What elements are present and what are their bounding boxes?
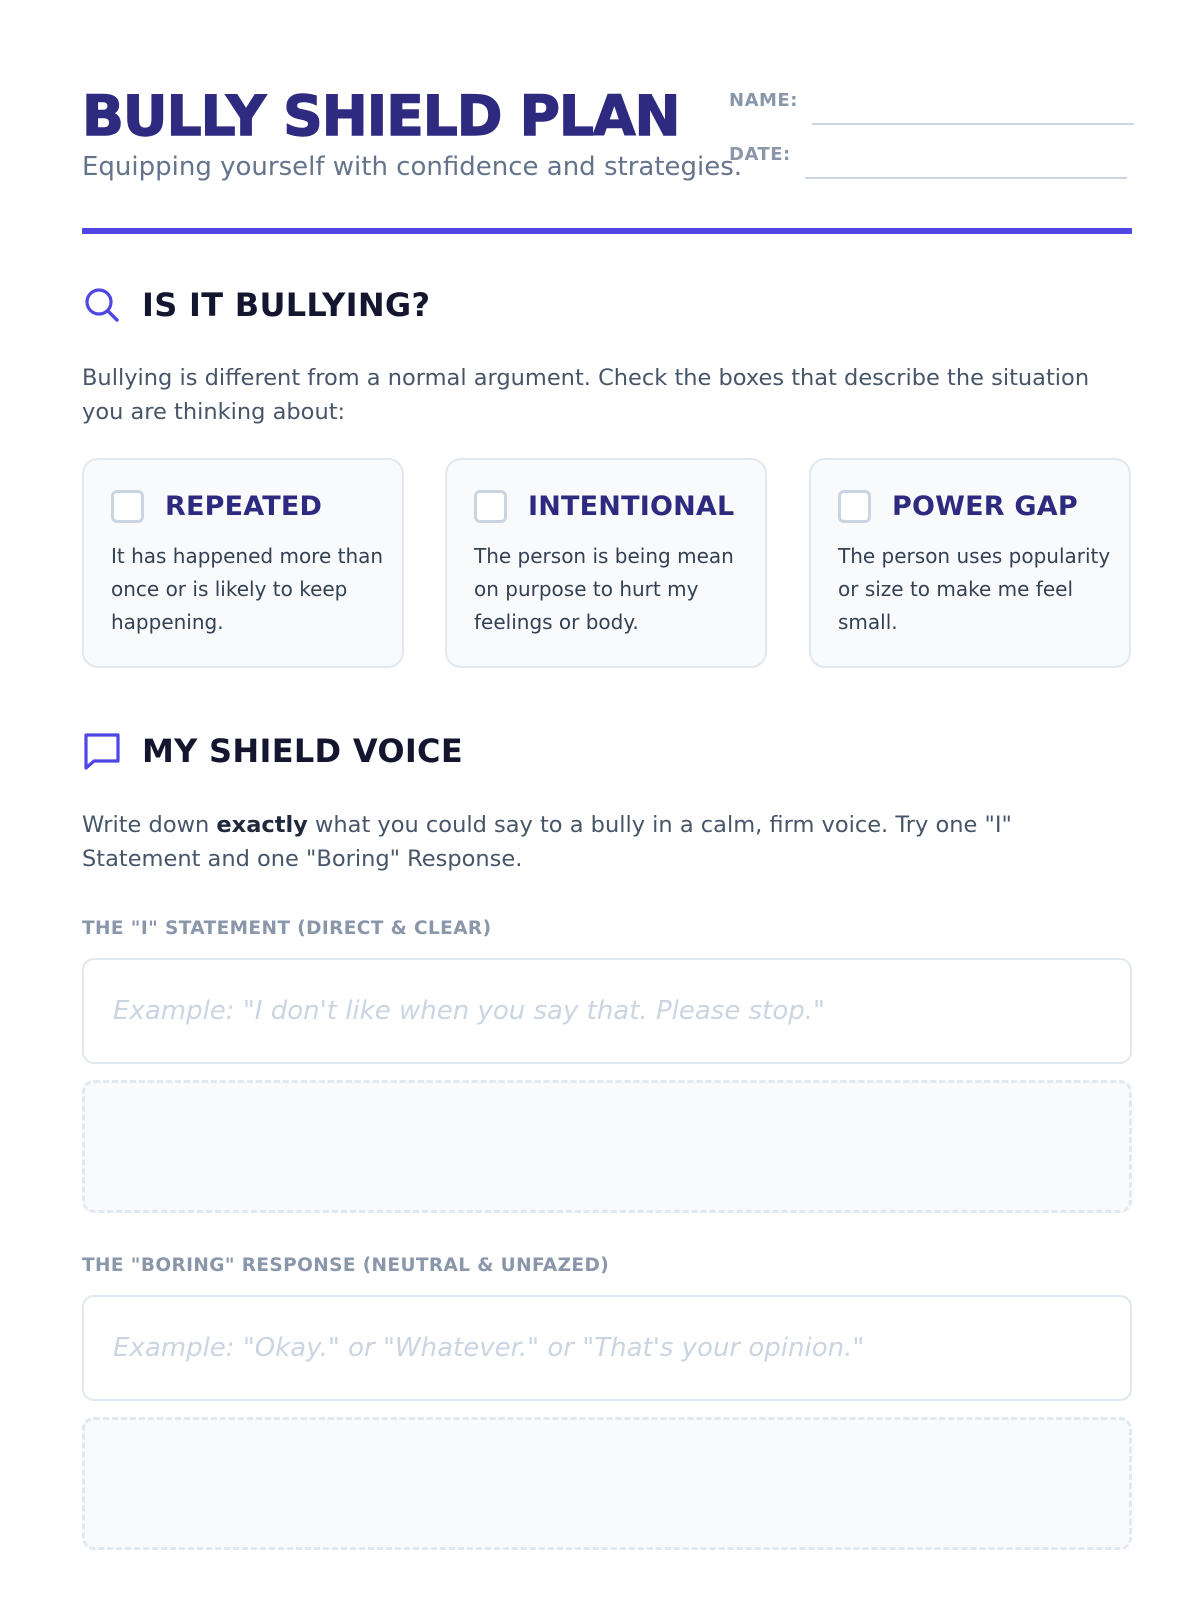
- date-line[interactable]: [805, 177, 1127, 179]
- card-intentional[interactable]: [445, 458, 767, 668]
- voice-intro-end: what you could say to a bully in a calm, firm voice. Try one "I" Statement and one "Boring" Response.: [82, 812, 1012, 872]
- intentional-checkbox[interactable]: [474, 490, 507, 523]
- card-header: [474, 490, 734, 523]
- date-field[interactable]: [729, 144, 1127, 165]
- name-label: NAME:: [729, 90, 798, 111]
- date-label: DATE:: [729, 144, 791, 165]
- criteria-cards: [82, 458, 1132, 668]
- header: [82, 84, 1132, 194]
- i-statement-label: THE "I" STATEMENT (DIRECT & CLEAR): [82, 918, 492, 939]
- card-title: INTENTIONAL: [528, 491, 735, 522]
- bullying-intro: Bullying is different from a normal argument. Check the boxes that describe the situation you are thinking about:: [82, 365, 1090, 425]
- card-header: [111, 490, 322, 523]
- card-description: The person is being mean on purpose to hurt my feelings or body.: [474, 544, 734, 634]
- card-title: POWER GAP: [892, 491, 1078, 522]
- search-icon: [82, 285, 122, 325]
- power-gap-checkbox[interactable]: [838, 490, 871, 523]
- i-statement-placeholder: Example: "I don't like when you say that. Please stop.": [113, 996, 825, 1026]
- card-header: [838, 490, 1078, 523]
- boring-response-writing-area[interactable]: [82, 1417, 1132, 1550]
- section-heading-voice: [82, 731, 463, 771]
- section-title-voice: MY SHIELD VOICE: [142, 732, 463, 770]
- header-divider: [82, 228, 1132, 234]
- section-title-bullying: IS IT BULLYING?: [142, 286, 431, 324]
- page-title: BULLY SHIELD PLAN: [82, 84, 680, 148]
- card-repeated[interactable]: [82, 458, 404, 668]
- i-statement-input[interactable]: [82, 958, 1132, 1064]
- card-title: REPEATED: [165, 491, 323, 522]
- boring-response-placeholder: Example: "Okay." or "Whatever." or "That's your opinion.": [113, 1333, 865, 1363]
- boring-response-input[interactable]: [82, 1295, 1132, 1401]
- name-line[interactable]: [812, 123, 1134, 125]
- boring-response-label: THE "BORING" RESPONSE (NEUTRAL & UNFAZED): [82, 1255, 610, 1276]
- section-heading-bullying: [82, 285, 430, 325]
- card-power-gap[interactable]: [809, 458, 1131, 668]
- i-statement-writing-area[interactable]: [82, 1080, 1132, 1213]
- speech-bubble-icon: [82, 731, 122, 771]
- card-description: The person uses popularity or size to make me feel small.: [838, 544, 1111, 634]
- page-subtitle: Equipping yourself with confidence and strategies.: [82, 152, 743, 182]
- voice-intro-start: Write down: [82, 812, 217, 838]
- card-description: It has happened more than once or is likely to keep happening.: [111, 544, 384, 634]
- repeated-checkbox[interactable]: [111, 490, 144, 523]
- name-field[interactable]: [729, 90, 1134, 111]
- voice-intro-emphasis: exactly: [216, 812, 308, 838]
- voice-intro: [82, 808, 1132, 876]
